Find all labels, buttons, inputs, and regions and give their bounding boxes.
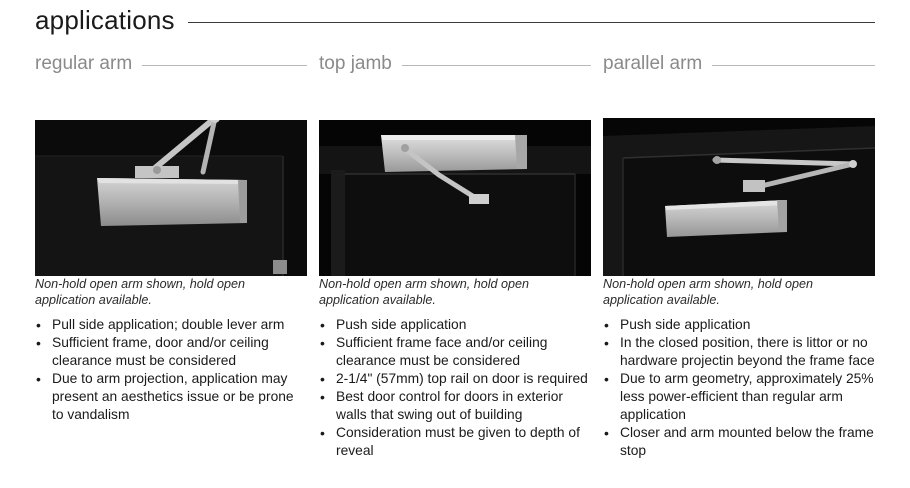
- section-header: [603, 52, 875, 76]
- list-item: • Push side application: [603, 316, 875, 334]
- list-item: • Closer and arm mounted below the frame stop: [603, 424, 875, 460]
- list-item: • Sufficient frame, door and/or ceiling clearance must be considered: [35, 334, 307, 370]
- page-title: applications: [35, 5, 175, 35]
- list-item: • In the closed position, there is littor or no hardware projectin beyond the frame face: [603, 334, 875, 370]
- photo-caption: Non-hold open arm shown, hold open application available.: [35, 277, 246, 307]
- photo-caption: Non-hold open arm shown, hold open application available.: [319, 277, 530, 307]
- feature-list: [319, 316, 591, 460]
- door-closer-regular-arm-image: [35, 120, 307, 276]
- section-title: top jamb: [319, 53, 402, 75]
- section-header: [35, 52, 307, 76]
- section-header: [319, 52, 591, 76]
- door-closer-top-jamb-image: [319, 120, 591, 276]
- application-parallel-arm: [603, 52, 875, 488]
- list-item: • Due to arm geometry, approximately 25% less power-efficient than regular arm application: [603, 370, 875, 424]
- list-item: • Due to arm projection, application may present an aesthetics issue or be prone to vandalism: [35, 370, 307, 424]
- product-photo: [319, 120, 591, 276]
- list-item: • Push side application: [319, 316, 591, 334]
- application-top-jamb: [319, 52, 591, 488]
- section-title: parallel arm: [603, 53, 712, 75]
- feature-list: [603, 316, 875, 460]
- photo-caption: Non-hold open arm shown, hold open application available.: [603, 277, 814, 307]
- title-divider: [188, 22, 875, 23]
- list-item: • Sufficient frame face and/or ceiling clearance must be considered: [319, 334, 591, 370]
- feature-list: [35, 316, 307, 424]
- list-item: • 2-1/4" (57mm) top rail on door is required: [319, 370, 591, 388]
- list-item: • Pull side application; double lever arm: [35, 316, 307, 334]
- application-regular-arm: [35, 52, 307, 488]
- list-item: • Consideration must be given to depth of reveal: [319, 424, 591, 460]
- product-photo: [35, 120, 307, 276]
- product-photo: [603, 118, 875, 276]
- list-item: • Best door control for doors in exterior walls that swing out of building: [319, 388, 591, 424]
- door-closer-parallel-arm-image: [603, 118, 875, 276]
- section-title: regular arm: [35, 53, 142, 75]
